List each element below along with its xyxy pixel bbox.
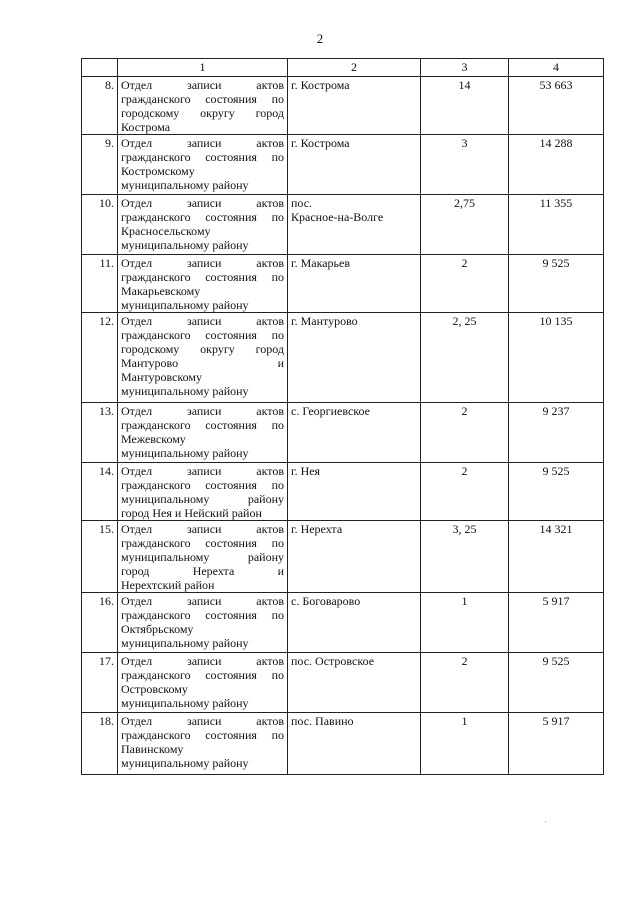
header-cell-0: [82, 59, 118, 77]
row-number: 17.: [82, 653, 118, 713]
office-name-line: Отдел записи актов: [121, 654, 284, 668]
amount: 10 135: [509, 313, 604, 403]
location: [288, 593, 421, 653]
row-number: 16.: [82, 593, 118, 653]
office-name-line: муниципальному району: [121, 636, 249, 650]
office-name-line: муниципальному району: [121, 756, 249, 770]
location: [288, 255, 421, 313]
office-name-line: гражданского состояния по: [121, 270, 284, 284]
staff-count: 2: [421, 255, 509, 313]
office-name-line: муниципальному району: [121, 696, 249, 710]
office-name-line: Отдел записи актов: [121, 314, 284, 328]
table-row: [82, 463, 604, 521]
office-name-line: гражданского состояния по: [121, 728, 284, 742]
location-line: с. Георгиевское: [291, 404, 370, 418]
table-row: [82, 713, 604, 775]
staff-count: 14: [421, 77, 509, 135]
location: [288, 713, 421, 775]
location: [288, 403, 421, 463]
office-name-line: Макарьевскому: [121, 284, 201, 298]
office-name-line: гражданского состояния по: [121, 210, 284, 224]
office-name-line: Межевскому: [121, 432, 186, 446]
table-row: [82, 255, 604, 313]
table-row: [82, 403, 604, 463]
office-name-line: гражданского состояния по: [121, 608, 284, 622]
amount: 53 663: [509, 77, 604, 135]
location-line: г. Кострома: [291, 78, 350, 92]
amount: 14 288: [509, 135, 604, 195]
location: [288, 313, 421, 403]
office-name-line: Октябрьскому: [121, 622, 194, 636]
header-cell-3: 3: [421, 59, 509, 77]
office-name-line: город Нея и Нейский район: [121, 506, 262, 520]
location-line: пос.: [291, 196, 313, 210]
table-row: [82, 653, 604, 713]
amount: 5 917: [509, 593, 604, 653]
office-name-line: Отдел записи актов: [121, 256, 284, 270]
amount: 14 321: [509, 521, 604, 593]
office-name-line: гражданского состояния по: [121, 668, 284, 682]
office-name: [118, 77, 288, 135]
office-name-line: Отдел записи актов: [121, 196, 284, 210]
staff-count: 2: [421, 463, 509, 521]
table-row: [82, 313, 604, 403]
location-line: г. Кострома: [291, 136, 350, 150]
table-row: [82, 77, 604, 135]
office-name: [118, 653, 288, 713]
office-name-line: Отдел записи актов: [121, 594, 284, 608]
office-name: [118, 135, 288, 195]
office-name-line: Отдел записи актов: [121, 136, 284, 150]
amount: 9 237: [509, 403, 604, 463]
office-name-line: гражданского состояния по: [121, 478, 284, 492]
amount: 9 525: [509, 653, 604, 713]
office-name-line: муниципальному району: [121, 298, 249, 312]
location: [288, 77, 421, 135]
location-line: пос. Павино: [291, 714, 354, 728]
office-name-line: Отдел записи актов: [121, 714, 284, 728]
staff-count: 2: [421, 653, 509, 713]
location-line: г. Мантурово: [291, 314, 358, 328]
amount: 9 525: [509, 463, 604, 521]
location-line: Красное-на-Волге: [291, 210, 384, 224]
office-name-line: город Нерехта и: [121, 564, 284, 578]
row-number: 9.: [82, 135, 118, 195]
office-name-line: гражданского состояния по: [121, 328, 284, 342]
amount: 5 917: [509, 713, 604, 775]
header-cell-2: 2: [288, 59, 421, 77]
page-number: 2: [316, 31, 324, 46]
location-line: г. Нерехта: [291, 522, 343, 536]
row-number: 13.: [82, 403, 118, 463]
staff-count: 2, 25: [421, 313, 509, 403]
office-name-line: Отдел записи актов: [121, 78, 284, 92]
office-name-line: Красносельскому: [121, 224, 211, 238]
office-name-line: Кострома: [121, 120, 171, 134]
location-line: г. Нея: [291, 464, 321, 478]
location-line: с. Боговарово: [291, 594, 361, 608]
row-number: 14.: [82, 463, 118, 521]
office-name-line: Нерехтский район: [121, 578, 215, 592]
header-cell-1: 1: [118, 59, 288, 77]
office-name: [118, 593, 288, 653]
office-name-line: муниципальному району: [121, 384, 249, 398]
row-number: 18.: [82, 713, 118, 775]
table-row: [82, 195, 604, 255]
office-name: [118, 195, 288, 255]
table-header-row: [82, 59, 604, 77]
office-name-line: муниципальному району: [121, 446, 249, 460]
row-number: 15.: [82, 521, 118, 593]
registry-table: [81, 58, 604, 775]
row-number: 8.: [82, 77, 118, 135]
office-name-line: гражданского состояния по: [121, 536, 284, 550]
location: [288, 195, 421, 255]
amount: 9 525: [509, 255, 604, 313]
office-name: [118, 403, 288, 463]
office-name-line: Мантуровскому: [121, 370, 203, 384]
location: [288, 135, 421, 195]
office-name: [118, 521, 288, 593]
office-name: [118, 255, 288, 313]
staff-count: 2: [421, 403, 509, 463]
table-row: [82, 135, 604, 195]
staff-count: 3: [421, 135, 509, 195]
staff-count: 1: [421, 713, 509, 775]
staff-count: 2,75: [421, 195, 509, 255]
scan-speck: ·: [544, 817, 547, 827]
location-line: пос. Островское: [291, 654, 375, 668]
office-name-line: муниципальному району: [121, 238, 249, 252]
office-name-line: гражданского состояния по: [121, 92, 284, 106]
office-name-line: гражданского состояния по: [121, 418, 284, 432]
office-name-line: Костромскому: [121, 164, 195, 178]
office-name: [118, 463, 288, 521]
office-name-line: Мантурово и: [121, 356, 284, 370]
office-name-line: муниципальному району: [121, 492, 284, 506]
office-name-line: Отдел записи актов: [121, 464, 284, 478]
office-name: [118, 713, 288, 775]
amount: 11 355: [509, 195, 604, 255]
row-number: 12.: [82, 313, 118, 403]
row-number: 10.: [82, 195, 118, 255]
office-name: [118, 313, 288, 403]
office-name-line: Отдел записи актов: [121, 404, 284, 418]
location: [288, 521, 421, 593]
office-name-line: муниципальному району: [121, 550, 284, 564]
header-cell-4: 4: [509, 59, 604, 77]
office-name-line: муниципальному району: [121, 178, 249, 192]
office-name-line: городскому округу город: [121, 342, 284, 356]
office-name-line: Островскому: [121, 682, 188, 696]
location: [288, 653, 421, 713]
office-name-line: городскому округу город: [121, 106, 284, 120]
row-number: 11.: [82, 255, 118, 313]
table-row: [82, 521, 604, 593]
office-name-line: гражданского состояния по: [121, 150, 284, 164]
location-line: г. Макарьев: [291, 256, 351, 270]
office-name-line: Павинскому: [121, 742, 184, 756]
table-row: [82, 593, 604, 653]
office-name-line: Отдел записи актов: [121, 522, 284, 536]
staff-count: 3, 25: [421, 521, 509, 593]
staff-count: 1: [421, 593, 509, 653]
location: [288, 463, 421, 521]
